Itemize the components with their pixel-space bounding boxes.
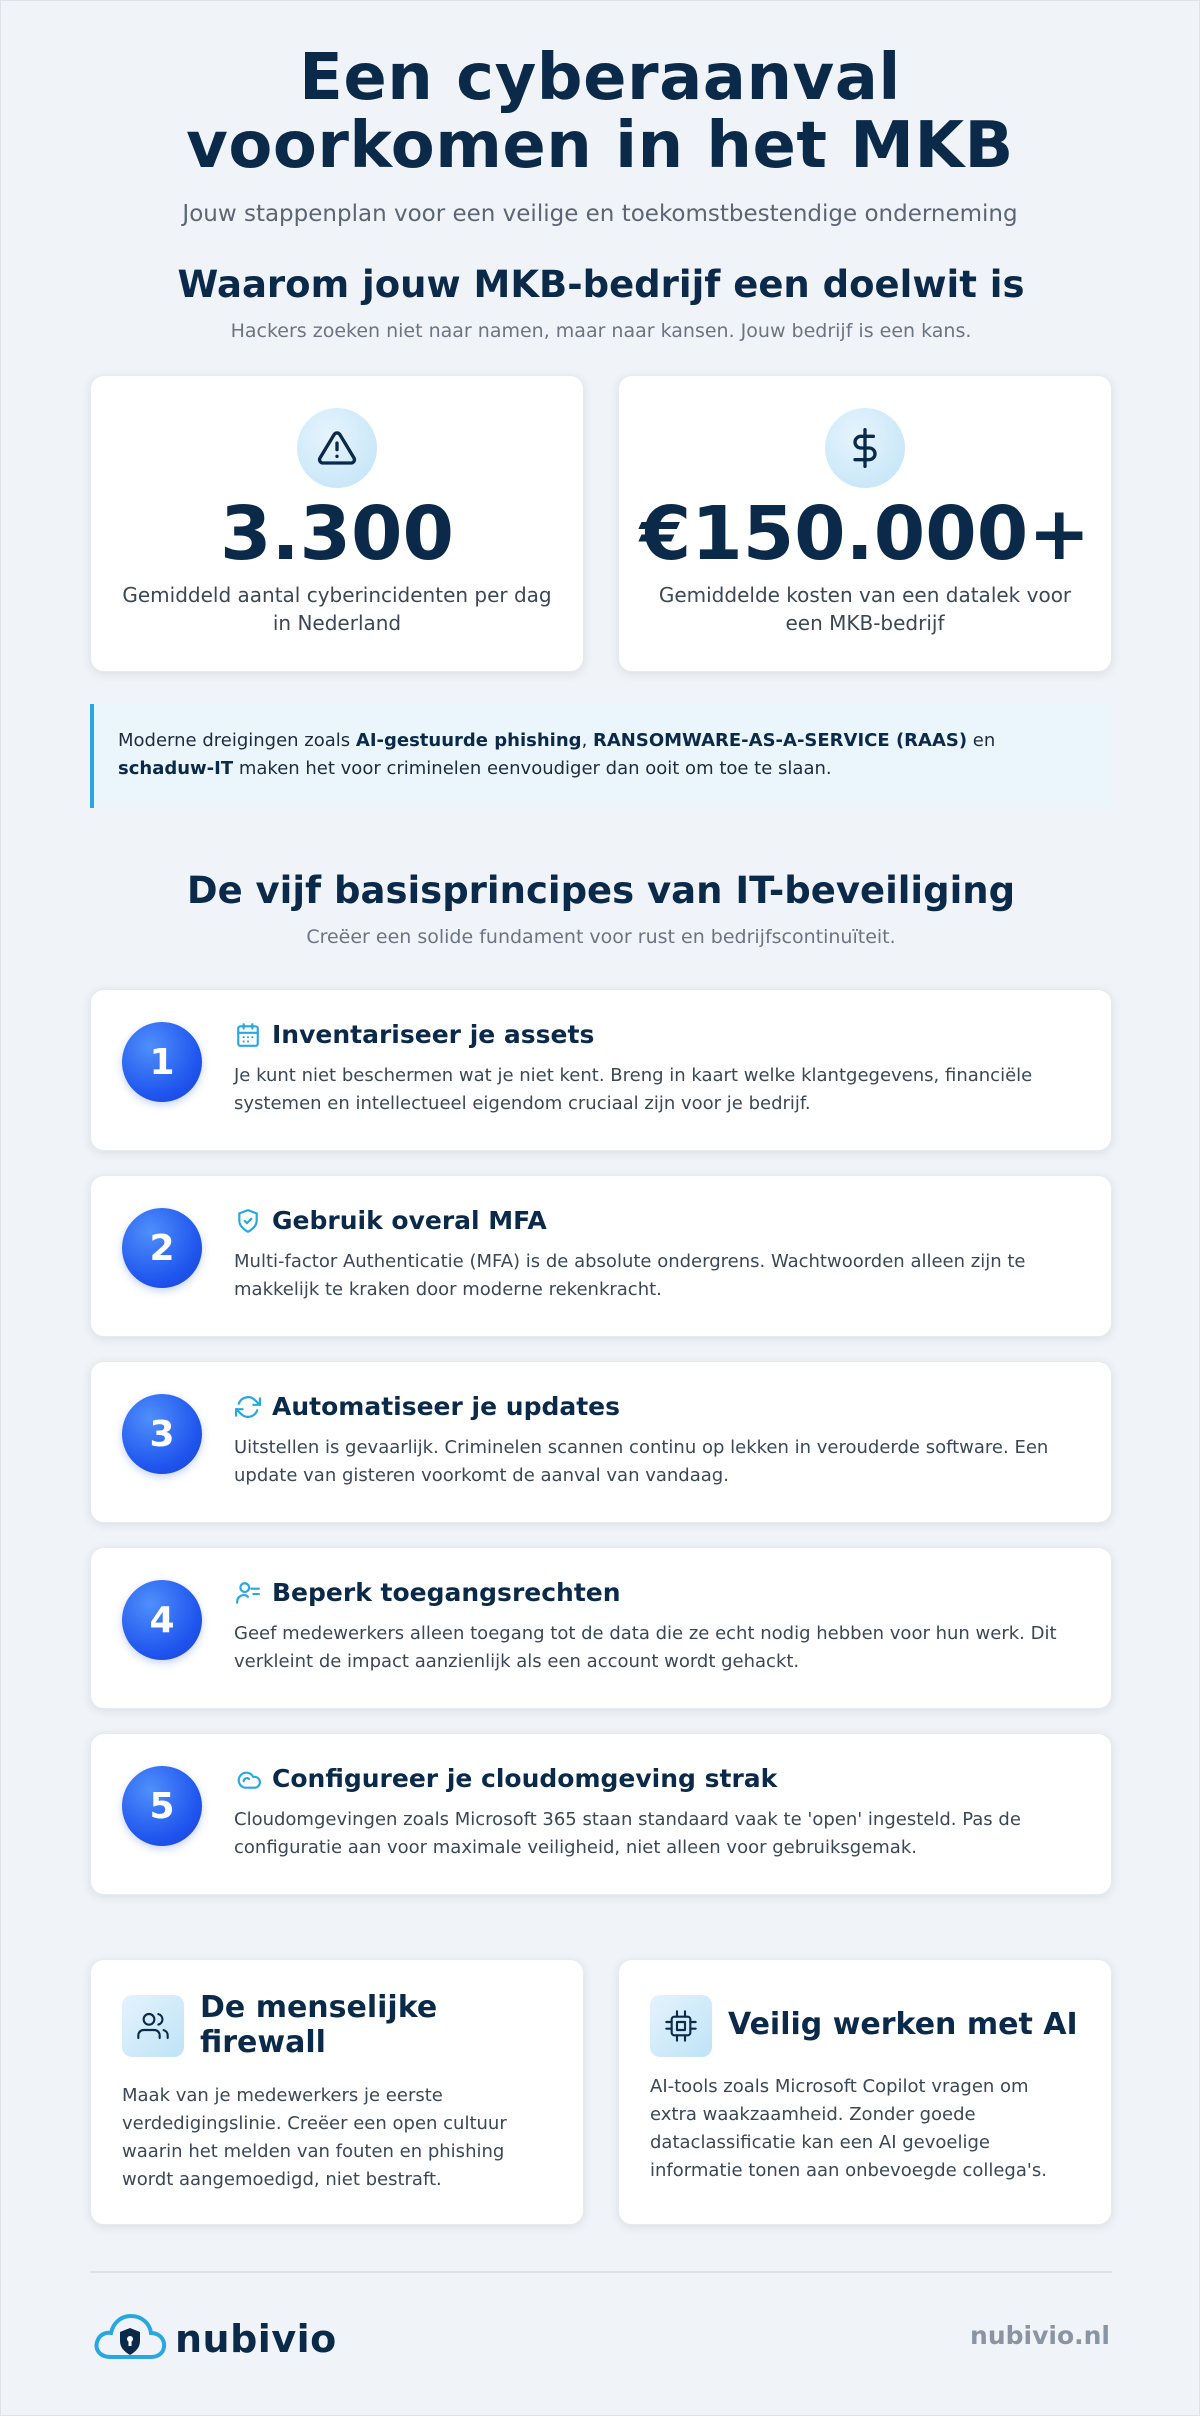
calendar-icon xyxy=(234,1021,262,1049)
target-section-title: Waarom jouw MKB-bedrijf een doelwit is xyxy=(177,263,1025,306)
callout-text: en xyxy=(967,730,996,751)
step-title: Beperk toegangsrechten xyxy=(272,1578,621,1607)
step-header xyxy=(234,1764,777,1793)
users-icon xyxy=(122,1995,184,2057)
safe-ai-card xyxy=(618,1959,1112,2225)
page-subtitle: Jouw stappenplan voor een veilige en toekomstbestendige onderneming xyxy=(182,200,1018,227)
stat-label: Gemiddelde kosten van een datalek voor een MKB-bedrijf xyxy=(658,583,1072,636)
stat-card-costs xyxy=(618,375,1112,672)
nubivio-logo[interactable] xyxy=(93,2311,337,2367)
footer-divider xyxy=(90,2271,1112,2273)
cloud-shield-logo-icon xyxy=(93,2311,167,2367)
step-number-badge: 2 xyxy=(122,1208,202,1288)
callout-text: maken het voor criminelen eenvoudiger dan ooit om toe te slaan. xyxy=(233,757,832,779)
principles-section-title: De vijf basisprincipes van IT-beveiliging xyxy=(186,869,1016,912)
step-number-badge: 4 xyxy=(122,1580,202,1660)
human-firewall-card xyxy=(90,1959,584,2225)
callout-text: Moderne dreigingen zoals xyxy=(118,730,356,751)
stat-value: 3.300 xyxy=(219,491,455,577)
card-title: Veilig werken met AI xyxy=(728,2007,1078,2042)
logo-wordmark: nubivio xyxy=(175,2317,337,2361)
warning-icon xyxy=(297,408,377,488)
callout-bold: schaduw-IT xyxy=(118,757,234,779)
step-number-badge: 3 xyxy=(122,1394,202,1474)
page-header xyxy=(1,1,1199,227)
callout-text: , xyxy=(581,730,594,751)
step-description: Geef medewerkers alleen toegang tot de data die ze echt nodig hebben voor hun werk. Dit verkleint de impact aanzienlijk als een account wordt gehackt. xyxy=(234,1623,1057,1672)
target-section-subtitle: Hackers zoeken niet naar namen, maar naar kansen. Jouw bedrijf is een kans. xyxy=(230,320,972,342)
refresh-icon xyxy=(234,1393,262,1421)
step-card-3 xyxy=(90,1361,1112,1523)
step-card-2 xyxy=(90,1175,1112,1337)
card-title: De menselijke firewall xyxy=(200,1990,438,2061)
stat-card-incidents xyxy=(90,375,584,672)
cloud-icon xyxy=(234,1765,262,1793)
step-title: Inventariseer je assets xyxy=(272,1020,595,1049)
step-description: Uitstellen is gevaarlijk. Criminelen scannen continu op lekken in verouderde software. Een update van gisteren voorkomt de aanval van vandaag. xyxy=(234,1437,1049,1486)
step-card-5 xyxy=(90,1733,1112,1895)
page-title: Een cyberaanval voorkomen in het MKB xyxy=(186,41,1014,183)
step-header xyxy=(234,1392,620,1421)
step-header xyxy=(234,1206,547,1235)
step-header xyxy=(234,1020,594,1049)
principles-section-header xyxy=(1,869,1200,948)
target-section-header xyxy=(1,263,1200,342)
step-header xyxy=(234,1578,621,1607)
stat-value: €150.000+ xyxy=(639,491,1091,577)
shield-check-icon xyxy=(234,1207,262,1235)
threats-callout xyxy=(90,704,1112,808)
step-description: Multi-factor Authenticatie (MFA) is de absolute ondergrens. Wachtwoorden alleen zijn te makkelijk te kraken door moderne rekenkracht. xyxy=(234,1251,1026,1300)
step-title: Configureer je cloudomgeving strak xyxy=(272,1764,778,1793)
callout-bold: RANSOMWARE-AS-A-SERVICE (RAAS) xyxy=(593,730,968,751)
user-access-icon xyxy=(234,1579,262,1607)
website-link[interactable]: nubivio.nl xyxy=(970,2321,1110,2350)
step-number-badge: 5 xyxy=(122,1766,202,1846)
callout-bold: AI-gestuurde phishing xyxy=(355,730,582,751)
step-description: Cloudomgevingen zoals Microsoft 365 staan standaard vaak te 'open' ingesteld. Pas de configuratie aan voor maximale veiligheid, niet alleen voor gebruiksgemak. xyxy=(234,1809,1021,1858)
stat-label: Gemiddeld aantal cyberincidenten per dag in Nederland xyxy=(122,583,552,636)
step-card-1 xyxy=(90,989,1112,1151)
step-card-4 xyxy=(90,1547,1112,1709)
dollar-icon xyxy=(825,408,905,488)
card-text: Maak van je medewerkers je eerste verdedigingslinie. Creëer een open cultuur waarin het melden van fouten en phishing wordt aangemoedigd, niet bestraft. xyxy=(122,2085,507,2190)
card-text: AI-tools zoals Microsoft Copilot vragen om extra waakzaamheid. Zonder goede dataclassificatie kan een AI gevoelige informatie tonen aan onbevoegde collega's. xyxy=(650,2076,1047,2181)
step-title: Gebruik overal MFA xyxy=(272,1206,547,1235)
step-title: Automatiseer je updates xyxy=(272,1392,621,1421)
principles-section-subtitle: Creëer een solide fundament voor rust en bedrijfscontinuïteit. xyxy=(306,926,896,948)
chip-icon xyxy=(650,1995,712,2057)
step-number-badge: 1 xyxy=(122,1022,202,1102)
step-description: Je kunt niet beschermen wat je niet kent. Breng in kaart welke klantgegevens, financiële systemen en intellectueel eigendom cruciaal zijn voor je bedrijf. xyxy=(234,1065,1033,1114)
